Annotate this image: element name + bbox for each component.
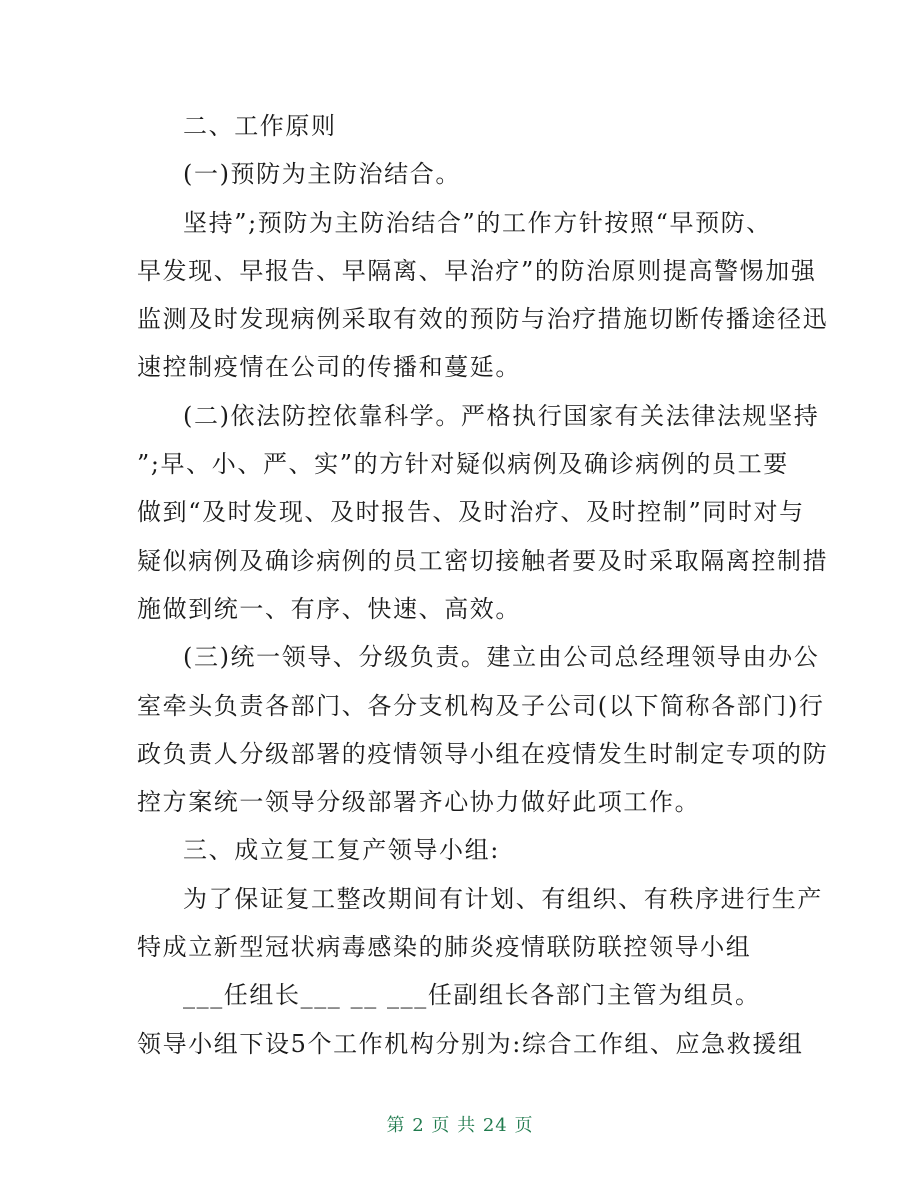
text-line: (三)统一领导、分级负责。建立由公司总经理领导由办公	[183, 643, 820, 672]
text-line: 室牵头负责各部门、各分支机构及子公司(以下简称各部门)行	[137, 691, 825, 720]
document-body	[137, 102, 829, 1068]
text-line: (二)依法防控依靠科学。严格执行国家有关法律法规坚持	[183, 401, 820, 430]
text-line: 控方案统一领导分级部署齐心协力做好此项工作。	[137, 788, 701, 817]
text-line: (一)预防为主防治结合。	[183, 160, 461, 189]
text-line: 政负责人分级部署的疫情领导小组在疫情发生时制定专项的防	[137, 739, 829, 768]
text-line: 疑似病例及确诊病例的员工密切接触者要及时采取隔离控制措	[137, 546, 829, 575]
text-line: 早发现、早报告、早隔离、早治疗”的防治原则提高警惕加强	[137, 256, 817, 285]
text-line: 施做到统一、有序、快速、高效。	[137, 594, 521, 623]
page-number-footer: 第 2 页 共 24 页	[386, 1115, 534, 1136]
text-line: ___任组长___ __ ___任副组长各部门主管为组员。	[183, 981, 761, 1010]
text-line: 坚持”;预防为主防治结合”的工作方针按照“早预防、	[183, 208, 772, 237]
text-line: 做到“及时发现、及时报告、及时治疗、及时控制”同时对与	[137, 498, 805, 527]
text-line: 监测及时发现病例采取有效的预防与治疗措施切断传播途径迅	[137, 305, 829, 334]
text-line: 二、工作原则	[183, 112, 337, 140]
text-line: 特成立新型冠状病毒感染的肺炎疫情联防联控领导小组	[137, 933, 752, 962]
text-line: 速控制疫情在公司的传播和蔓延。	[137, 353, 521, 382]
text-line: 为了保证复工整改期间有计划、有组织、有秩序进行生产	[183, 884, 823, 913]
text-line: 三、成立复工复产领导小组:	[183, 836, 500, 865]
text-line: ”;早、小、严、实”的方针对疑似病例及确诊病例的员工要	[137, 450, 789, 479]
text-line: 领导小组下设5个工作机构分别为:综合工作组、应急救援组	[137, 1029, 804, 1058]
